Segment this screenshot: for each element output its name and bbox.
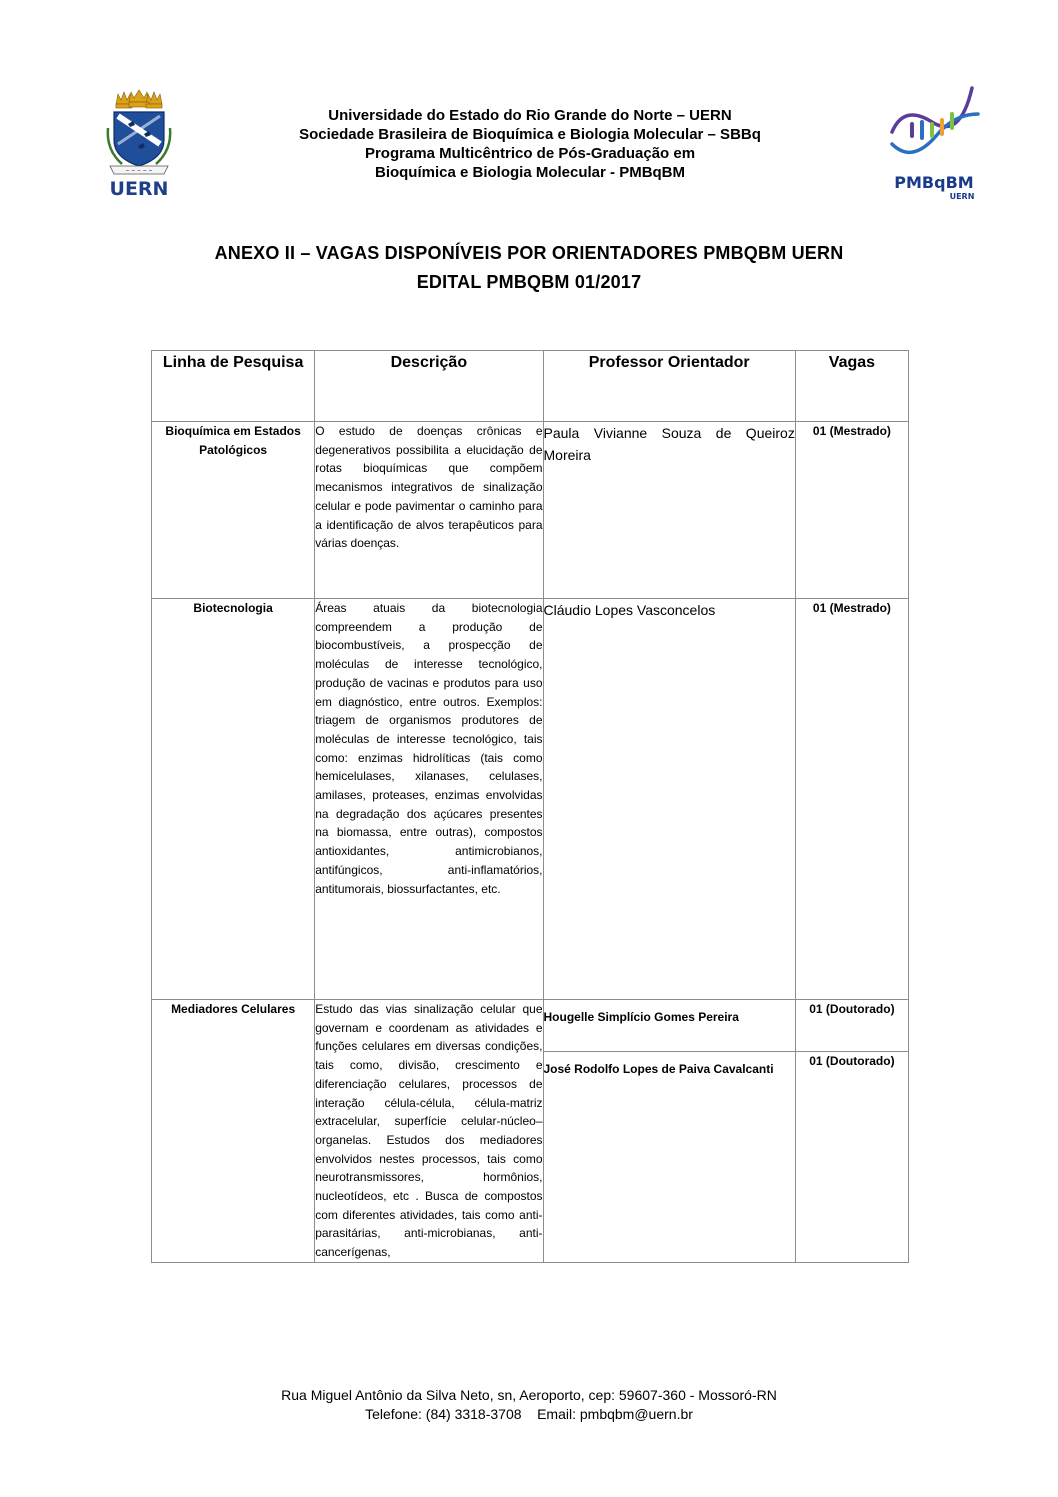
svg-text:~ ~ ~ ~ ~: ~ ~ ~ ~ ~ <box>125 168 153 175</box>
cell-descricao: Estudo das vias sinalização celular que governam e coordenam as atividades e funções celulares em diversas condições, tais como, divisão, crescimento e diferenciação celulares, processos de interação célula-célula, célula-matriz extracelular, superfície celular-núcleo–organelas. Estudos dos mediadores envolvidos nestes processos, tais como neurotransmissores, hormônios, nucleotídeos, etc . Busca de compostos com diferentes atividades, tais como anti-parasitárias, anti-microbianas, anti-cancerígenas, <box>315 1000 543 1263</box>
header-line-2: Sociedade Brasileira de Bioquímica e Biologia Molecular – SBBq <box>299 126 761 143</box>
table-header-row <box>152 351 909 422</box>
table-row <box>152 1000 909 1052</box>
svg-text:UERN: UERN <box>109 178 169 200</box>
cell-linha: Bioquímica em Estados Patológicos <box>152 422 315 599</box>
table-row <box>152 422 909 599</box>
vacancies-table <box>151 350 909 1263</box>
header-vagas: Vagas <box>795 351 908 422</box>
document-title <box>60 239 998 297</box>
cell-professor: José Rodolfo Lopes de Paiva Cavalcanti <box>543 1052 795 1263</box>
cell-professor: Cláudio Lopes Vasconcelos <box>543 599 795 1000</box>
title-line-2: EDITAL PMBQBM 01/2017 <box>416 272 642 292</box>
institution-header <box>190 106 870 182</box>
title-line-1: ANEXO II – VAGAS DISPONÍVEIS POR ORIENTADORES PMBQBM UERN <box>214 243 844 263</box>
cell-linha: Biotecnologia <box>152 599 315 1000</box>
cell-linha: Mediadores Celulares <box>152 1000 315 1263</box>
cell-vagas: 01 (Doutorado) <box>795 1052 908 1263</box>
header-line-4: Bioquímica e Biologia Molecular - PMBqBM <box>374 164 686 181</box>
cell-vagas: 01 (Doutorado) <box>795 1000 908 1052</box>
header-line-1: Universidade do Estado do Rio Grande do Norte – UERN <box>328 107 732 124</box>
header-linha: Linha de Pesquisa <box>152 351 315 422</box>
svg-text:PMBqBM: PMBqBM <box>894 173 974 192</box>
uern-crest-icon <box>104 88 174 200</box>
cell-professor: Hougelle Simplício Gomes Pereira <box>543 1000 795 1052</box>
header-line-3: Programa Multicêntrico de Pós-Graduação em <box>364 145 696 162</box>
svg-text:UERN: UERN <box>949 192 975 201</box>
footer-contact: Telefone: (84) 3318-3708 Email: pmbqbm@uern.br <box>365 1406 693 1422</box>
cell-vagas: 01 (Mestrado) <box>795 599 908 1000</box>
header-descricao: Descrição <box>315 351 543 422</box>
uern-logo <box>104 88 174 200</box>
pmbqbm-logo <box>884 84 984 204</box>
table-row <box>152 599 909 1000</box>
cell-vagas: 01 (Mestrado) <box>795 422 908 599</box>
dna-helix-icon <box>884 84 984 204</box>
header-professor: Professor Orientador <box>543 351 795 422</box>
cell-professor: Paula Vivianne Souza de Queiroz Moreira <box>543 422 795 599</box>
cell-descricao: Áreas atuais da biotecnologia compreendem a produção de biocombustíveis, a prospecção de moléculas de interesse tecnológico, produção de vacinas e produtos para uso em diagnóstico, entre outros. Exemplos: triagem de organismos produtores de moléculas de interesse tecnológico, tais como: enzimas hidrolíticas (tais como hemicelulases, xilanases, celulases, amilases, proteases, enzimas envolvidas na degradação dos açúcares presentes na biomassa, entre outras), compostos antioxidantes, antimicrobianos, antifúngicos, anti-inflamatórios, antitumorais, biossurfactantes, etc. <box>315 599 543 1000</box>
footer-address: Rua Miguel Antônio da Silva Neto, sn, Aeroporto, cep: 59607-360 - Mossoró-RN <box>281 1387 777 1403</box>
cell-descricao: O estudo de doenças crônicas e degenerativos possibilita a elucidação de rotas bioquímicas que compõem mecanismos integrativos de sinalização celular e pode pavimentar o caminho para a identificação de alvos terapêuticos para várias doenças. <box>315 422 543 599</box>
page-footer <box>150 1386 908 1424</box>
